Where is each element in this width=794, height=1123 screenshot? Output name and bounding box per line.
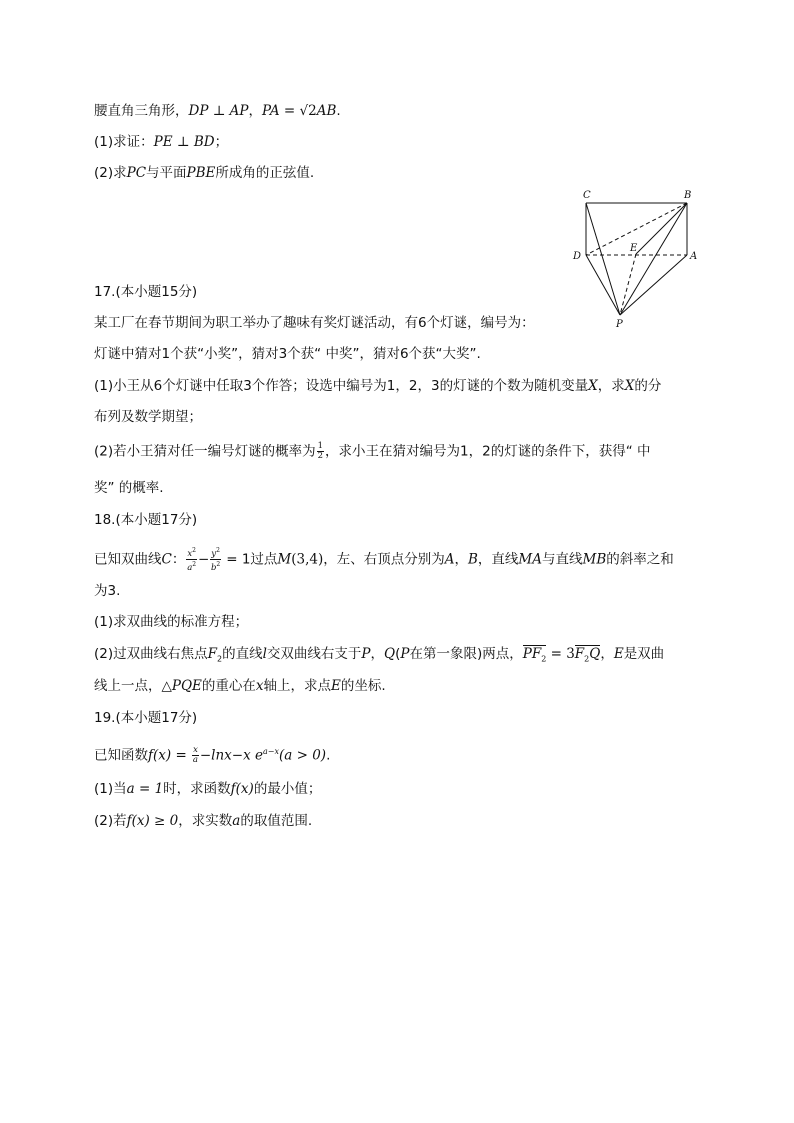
minus: − bbox=[197, 551, 210, 568]
text: ： bbox=[171, 551, 186, 568]
text: 的取值范围. bbox=[240, 813, 313, 829]
math-ma: MA bbox=[518, 551, 542, 568]
text: (1)当 bbox=[94, 781, 127, 797]
math-y: y bbox=[211, 548, 217, 559]
q18-header: 18.(本小题17分) bbox=[94, 512, 198, 528]
numerator bbox=[210, 546, 221, 560]
math-fx-geq-0: f(x) ≥ 0 bbox=[126, 813, 179, 829]
math-condition: (a > 0) bbox=[279, 747, 327, 764]
numerator: x bbox=[193, 745, 198, 755]
text: 在第一象限)两点， bbox=[409, 646, 523, 662]
text: 的斜率之和 bbox=[606, 551, 674, 568]
text: ， bbox=[600, 646, 614, 662]
q17-part1 bbox=[94, 377, 661, 395]
text: ， bbox=[370, 646, 385, 662]
text: 已知函数 bbox=[94, 747, 148, 764]
vector-text: PF bbox=[522, 646, 542, 662]
subscript: 2 bbox=[541, 654, 547, 664]
label-e: E bbox=[630, 243, 638, 254]
triangle-symbol: △ bbox=[161, 678, 172, 694]
label-d: D bbox=[573, 251, 582, 262]
pyramid-diagram bbox=[566, 184, 706, 334]
math-pa: PA = bbox=[262, 103, 300, 119]
math-a-eq-1: a = 1 bbox=[126, 781, 164, 797]
math-e: E bbox=[331, 678, 341, 694]
exponent: 2 bbox=[192, 560, 197, 568]
numerator bbox=[186, 546, 197, 560]
subscript: 2 bbox=[584, 654, 590, 664]
text: (2)求 bbox=[94, 165, 127, 181]
vector-text: F bbox=[574, 646, 585, 662]
text: ，求小王在猜对编号为1，2的灯谜的条件下，获得“ 中 bbox=[325, 443, 651, 460]
math-ab: AB bbox=[316, 103, 337, 119]
q18-part2 bbox=[94, 645, 664, 669]
text: 的最小值； bbox=[253, 781, 322, 797]
q16-part1 bbox=[94, 133, 228, 151]
q18-part2-cont bbox=[94, 677, 386, 695]
math-q: Q bbox=[384, 646, 396, 662]
text: (1)小王从6个灯谜中任取3个作答；设选中编号为1，2，3的灯谜的个数为随机变量 bbox=[94, 378, 589, 394]
text: (2)过双曲线右焦点 bbox=[94, 646, 208, 662]
math-eq: = bbox=[171, 747, 192, 764]
edge-cp bbox=[586, 203, 620, 315]
fraction-half bbox=[317, 442, 324, 461]
q17-part2 bbox=[94, 442, 651, 461]
text: 轴上，求点 bbox=[263, 678, 332, 694]
math-pbe: PBE bbox=[186, 165, 216, 181]
math-p: P bbox=[361, 646, 371, 662]
vector-text: Q bbox=[589, 646, 601, 662]
fraction-x2-a2 bbox=[186, 546, 197, 573]
math-pc: PC bbox=[126, 165, 147, 181]
math-dp-perp-ap: DP ⊥ AP bbox=[188, 103, 249, 119]
text: ，直线 bbox=[477, 551, 519, 568]
math-a-point: A bbox=[444, 551, 455, 568]
math-eq: = 3 bbox=[546, 646, 575, 662]
q17-header: 17.(本小题15分) bbox=[94, 284, 198, 300]
numerator: 1 bbox=[317, 441, 324, 451]
text: 的坐标. bbox=[340, 678, 386, 694]
math-a: a bbox=[187, 562, 193, 573]
exponent: 2 bbox=[216, 547, 220, 554]
math-point: (3,4) bbox=[291, 551, 324, 568]
denominator: a bbox=[192, 755, 198, 765]
label-a: A bbox=[690, 251, 698, 262]
text: ，左、右顶点分别为 bbox=[323, 551, 445, 568]
text: ， bbox=[454, 551, 468, 568]
geometry-figure bbox=[566, 184, 706, 334]
math-x: X bbox=[588, 378, 598, 394]
math-pqe: PQE bbox=[171, 678, 202, 694]
text: (1)求证： bbox=[94, 134, 154, 150]
edge-dp bbox=[586, 255, 620, 315]
math-fx: f(x) bbox=[230, 781, 254, 797]
denominator bbox=[187, 560, 196, 573]
q19-part1 bbox=[94, 780, 321, 798]
text: (2)若 bbox=[94, 813, 127, 829]
math-x: x bbox=[255, 678, 264, 694]
text: 与平面 bbox=[146, 165, 187, 181]
text: (2)若小王猜对任一编号灯谜的概率为 bbox=[94, 443, 316, 460]
math-e: E bbox=[613, 646, 624, 662]
exponent: 2 bbox=[216, 560, 221, 568]
text: 是双曲 bbox=[623, 646, 665, 662]
math-f: F bbox=[207, 646, 217, 662]
text: 与直线 bbox=[542, 551, 583, 568]
math-a: a bbox=[232, 813, 241, 829]
math-x: X bbox=[624, 378, 635, 394]
label-p: P bbox=[616, 319, 623, 330]
fraction-y2-b2 bbox=[210, 546, 221, 573]
text: ，求实数 bbox=[178, 813, 233, 829]
text: 时，求函数 bbox=[163, 781, 231, 797]
math-expression: −lnx−x e bbox=[199, 747, 264, 764]
text: 交双曲线右支于 bbox=[266, 646, 362, 662]
math-c: C bbox=[161, 551, 172, 568]
fraction-x-a bbox=[192, 746, 199, 765]
text: ， bbox=[248, 103, 263, 119]
q18-part1: (1)求双曲线的标准方程； bbox=[94, 614, 249, 630]
text: 的直线 bbox=[222, 646, 263, 662]
vector-pf2 bbox=[523, 645, 547, 662]
math-sqrt2: √2 bbox=[299, 103, 317, 119]
subscript: 2 bbox=[217, 654, 223, 664]
vector-f2q bbox=[575, 645, 601, 662]
text: 已知双曲线 bbox=[94, 551, 162, 568]
q17-part1-cont: 布列及数学期望； bbox=[94, 409, 202, 425]
q17-text-2: 灯谜中猜对1个获“小奖”，猜对3个获“ 中奖”，猜对6个获“大奖”. bbox=[94, 346, 481, 362]
math-pe-perp-bd: PE ⊥ BD bbox=[153, 134, 215, 150]
text: 所成角的正弦值. bbox=[215, 165, 315, 181]
text: . bbox=[326, 747, 331, 764]
denominator bbox=[211, 560, 220, 573]
math-b-point: B bbox=[468, 551, 478, 568]
q19-header: 19.(本小题17分) bbox=[94, 710, 198, 726]
text: 线上一点， bbox=[94, 678, 162, 694]
text: 的重心在 bbox=[201, 678, 256, 694]
q19-text bbox=[94, 743, 330, 765]
label-c: C bbox=[583, 190, 591, 201]
text: = 1过点 bbox=[221, 551, 278, 568]
text: ( bbox=[395, 646, 401, 662]
edge-ap bbox=[620, 255, 687, 315]
math-exponent: a−x bbox=[263, 747, 279, 756]
text: 腰直角三角形， bbox=[94, 103, 189, 119]
q17-part2-cont: 奖” 的概率. bbox=[94, 480, 164, 496]
q19-part2 bbox=[94, 812, 312, 830]
text: ； bbox=[214, 134, 229, 150]
math-l: l bbox=[262, 646, 267, 662]
q16-condition-line bbox=[94, 102, 341, 120]
math-m: M bbox=[277, 551, 292, 568]
q18-text-1 bbox=[94, 546, 674, 573]
math-x: x bbox=[187, 548, 193, 559]
q17-text-1: 某工厂在春节期间为职工举办了趣味有奖灯谜活动，有6个灯谜，编号为： bbox=[94, 315, 535, 331]
text: 的分 bbox=[634, 378, 662, 394]
edge-pe-dashed bbox=[620, 254, 636, 315]
math-mb: MB bbox=[582, 551, 607, 568]
math-b: b bbox=[210, 562, 217, 573]
text: ，求 bbox=[597, 378, 625, 394]
math-p: P bbox=[400, 646, 410, 662]
exponent: 2 bbox=[192, 547, 196, 554]
label-b: B bbox=[684, 190, 692, 201]
denominator: 2 bbox=[317, 451, 324, 461]
q18-text-2: 为3. bbox=[94, 583, 121, 599]
math-f: f bbox=[148, 747, 153, 764]
text: . bbox=[336, 103, 341, 119]
q16-part2 bbox=[94, 164, 314, 182]
math-fx-arg: (x) bbox=[153, 747, 172, 764]
